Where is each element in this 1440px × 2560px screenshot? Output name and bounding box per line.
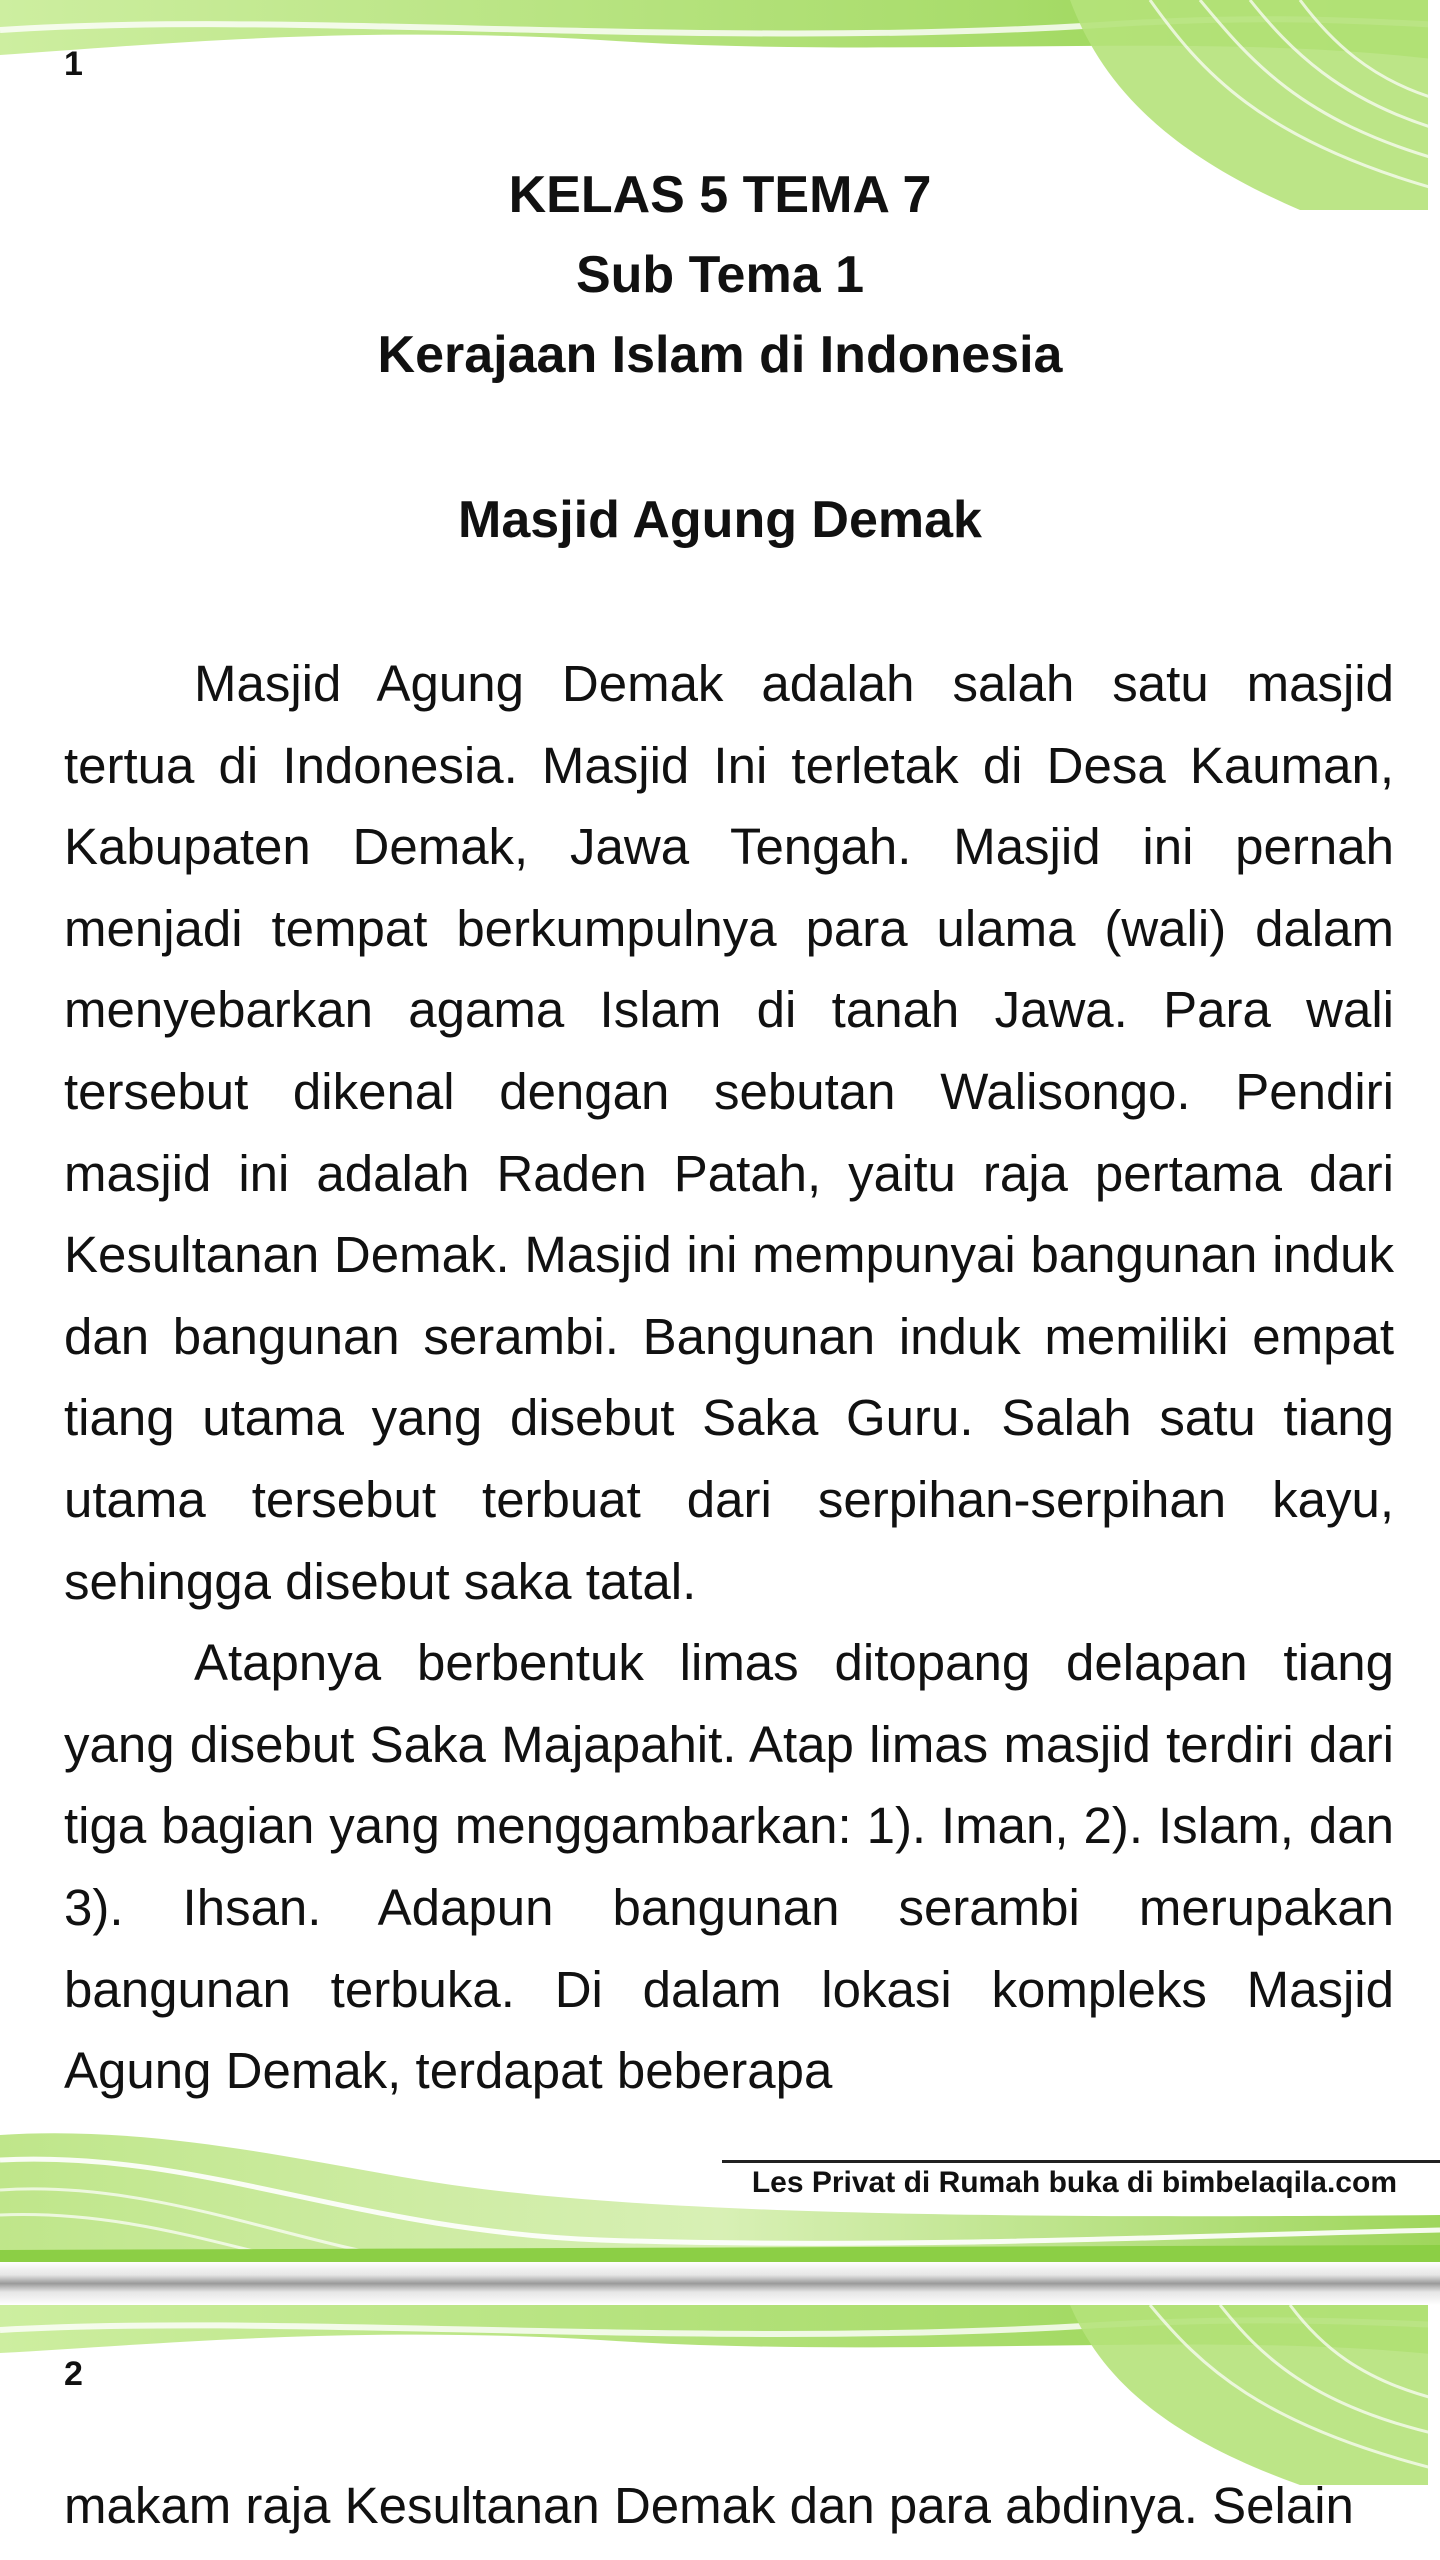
- paragraph-1: Masjid Agung Demak adalah salah satu masjid tertua di Indonesia. Masjid Ini terletak di Desa Kauman, Kabupaten Demak, Jawa Tengah. Masjid ini pernah menjadi tempat berkumpulnya para ulama (wali) dalam menyebarkan agama Islam di tanah Jawa. Para wali tersebut dikenal dengan sebutan Walisongo. Pendiri masjid ini adalah Raden Patah, yaitu raja pertama dari Kesultanan Demak. Masjid ini mempunyai bangunan induk dan bangunan serambi. Bangunan induk memiliki empat tiang utama yang disebut Saka Guru. Salah satu tiang utama tersebut terbuat dari serpihan-serpihan kayu, sehingga disebut saka tatal.: [64, 655, 1394, 1610]
- footer-divider: [722, 2160, 1440, 2163]
- paragraph-2: Atapnya berbentuk limas ditopang delapan tiang yang disebut Saka Majapahit. Atap limas masjid terdiri dari tiga bagian yang menggambarkan: 1). Iman, 2). Islam, dan 3). Ihsan. Adapun bangunan serambi merupakan bangunan terbuka. Di dalam lokasi kompleks Masjid Agung Demak, terdapat beberapa: [64, 1634, 1394, 2100]
- paragraph-continued: makam raja Kesultanan Demak dan para abdinya. Selain: [64, 2477, 1354, 2534]
- article-title: Masjid Agung Demak: [458, 491, 982, 549]
- page-separator: [0, 2262, 1440, 2305]
- article-body: [64, 643, 1394, 2112]
- header-wave-decoration: [0, 2305, 1440, 2485]
- class-heading: KELAS 5 TEMA 7: [508, 166, 932, 224]
- topic-heading: Kerajaan Islam di Indonesia: [377, 326, 1063, 384]
- page-number: 2: [64, 2355, 83, 2393]
- article-body-continued: [64, 2465, 1394, 2547]
- document-page-2: [0, 2305, 1440, 2560]
- footer-promo-text: Les Privat di Rumah buka di bimbelaqila.com: [751, 2166, 1397, 2199]
- page-number: 1: [64, 45, 83, 83]
- subtheme-heading: Sub Tema 1: [575, 246, 864, 304]
